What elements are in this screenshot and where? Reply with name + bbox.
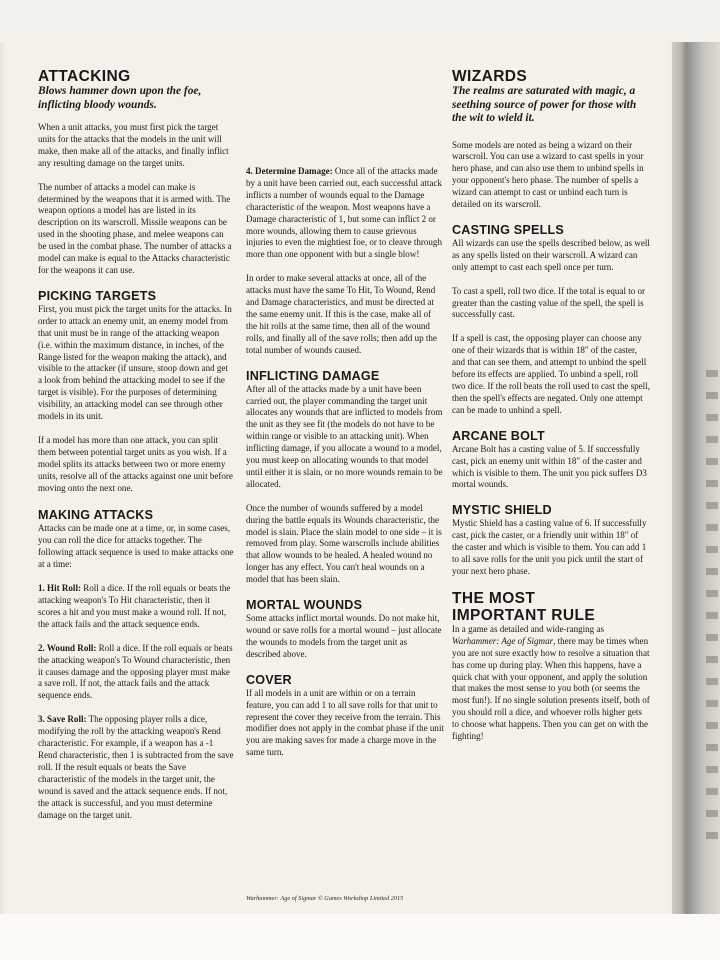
attacking-paragraph-1: When a unit attacks, you must first pick the target units for the attacks that the models in the unit will make, then make all of the attacks, and finally inflict any resulting damage on the target units. — [38, 122, 229, 168]
column-right — [452, 68, 650, 755]
column-left — [38, 68, 234, 833]
most-important-rule-heading-line-1: THE MOST — [452, 589, 536, 607]
casting-spells-heading: CASTING SPELLS — [452, 222, 564, 237]
column-middle — [246, 70, 444, 771]
attacking-subtitle: Blows hammer down upon the foe, inflicting bloody wounds. — [38, 85, 202, 111]
hit-roll-label: 1. Hit Roll: — [38, 583, 81, 594]
wizards-subtitle: The realms are saturated with magic, a seething source of power for those with the wit to wield it. — [452, 85, 637, 124]
picking-targets-paragraph-2: If a model has more than one attack, you can split them between potential target units as you wish. If a model splits its attacks between two or more enemy units, resolve all of the attacks against one unit before moving onto the next one. — [38, 434, 233, 493]
hit-roll-paragraph — [38, 583, 234, 631]
save-roll-text: The opposing player rolls a dice, modifying the roll by the attacking weapon's Rend characteristic. For example, if a weapon has a -1 Rend characteristic, then 1 is subtracted from the save roll. If the result equals or beats the Save characteristic of the models in the target unit, the wound is saved and the attack sequence ends. If not, the attack is successful, and you must determine damage on the target unit. — [38, 714, 234, 820]
hit-roll-text: Roll a dice. If the roll equals or beats the attacking weapon's To Hit characteristic, then it scores a hit and you must make a wound roll. If not, the attack fails and the attack sequence ends. — [38, 583, 231, 629]
casting-spells-paragraph-1: All wizards can use the spells described below, as well as any spells listed on their warscroll. A wizard can only attempt to cast each spell once per turn. — [452, 237, 650, 272]
determine-damage-paragraph — [246, 166, 444, 261]
determine-damage-text: Once all of the attacks made by a unit have been carried out, each successful attack inflicts a number of wounds equal to the Damage characteristic of the weapon. Most weapons have a Damage characteristic of 1, but some can inflict 2 or more wounds, allowing them to cause grievous injuries to even the mightiest foe, or to cleave through more than one opponent with but a single blow! — [246, 166, 442, 260]
multiple-attacks-paragraph: In order to make several attacks at once, all of the attacks must have the same To Hit, To Wound, Rend and Damage characteristics, and must be directed at the same enemy unit. If this is the case, make all of the hit rolls at the same time, then all of the wound rolls, and finally all of the save rolls; then add up the total number of wounds caused. — [246, 273, 437, 355]
wound-roll-text: Roll a dice. If the roll equals or beats the attacking weapon's To Wound characteristic, then it causes damage and the opposing player must make a save roll. If not, the attack fails and the attack sequence ends. — [38, 642, 233, 701]
wizards-heading: WIZARDS — [452, 68, 528, 85]
copyright-footer: Warhammer: Age of Sigmar © Games Workshop Limited 2015 — [246, 895, 404, 902]
mortal-wounds-paragraph: Some attacks inflict mortal wounds. Do not make hit, wound or save rolls for a mortal wound – just allocate the wounds to models from the target unit as described above. — [246, 613, 442, 659]
inflicting-damage-paragraph-2: Once the number of wounds suffered by a model during the battle equals its Wounds characteristic, the model is slain. Place the slain model to one side – it is removed from play. Some warscrolls include abilities that allow wounds to be healed. A healed wound no longer has any effect. You can't heal wounds on a model that has been slain. — [246, 502, 442, 585]
picking-targets-paragraph-1: First, you must pick the target units for the attacks. In order to attack an enemy unit, an enemy model from that unit must be in range of the attacking weapon (i.e. within the maximum distance, in inches, of the Range listed for the weapon making the attack), and visible to the attacker (if unsure, stoop down and get a look from behind the attacking model to see if the target is visible). For the purposes of determining visibility, an attacking model can see through other models in its unit. — [38, 303, 232, 422]
casting-spells-paragraph-3: If a spell is cast, the opposing player can choose any one of their wizards that is within 18" of the caster, and that can see them, and attempt to unbind the spell before its effects are applied. To unbind a spell, roll two dice. If the roll beats the roll used to cast the spell, then the spell's effects are negated. Only one attempt can be made to unbind a spell. — [452, 333, 650, 415]
cover-paragraph: If all models in a unit are within or on a terrain feature, you can add 1 to all save rolls for that unit to represent the cover they receive from the terrain. This modifier does not apply in the combat phase if the unit you are making saves for made a charge move in the same turn. — [246, 687, 444, 758]
mortal-wounds-heading: MORTAL WOUNDS — [246, 598, 363, 613]
mystic-shield-paragraph: Mystic Shield has a casting value of 6. If successfully cast, pick the caster, or a friendly unit within 18" of the caster and which is visible to them. You can add 1 to all save rolls for the unit you pick until the start of your next hero phase. — [452, 518, 647, 576]
wound-roll-paragraph — [38, 643, 234, 703]
mystic-shield-heading: MYSTIC SHIELD — [452, 503, 552, 518]
making-attacks-heading: MAKING ATTACKS — [38, 508, 154, 523]
wizards-paragraph: Some models are noted as being a wizard on their warscroll. You can use a wizard to cast spells in your hero phase, and can also use them to unbind spells in your opponent's hero phase. The number of spells a wizard can attempt to cast or unbind each turn is detailed on its warscroll. — [452, 139, 644, 210]
making-attacks-paragraph-1: Attacks can be made one at a time, or, in some cases, you can roll the dice for attacks together. The following attack sequence is used to make attacks one at a time: — [38, 523, 234, 570]
save-roll-label: 3. Save Roll: — [38, 714, 87, 725]
most-important-rule-text-a: In a game as detailed and wide-ranging as — [452, 623, 604, 634]
most-important-rule-paragraph — [452, 624, 650, 743]
arcane-bolt-heading: ARCANE BOLT — [452, 428, 545, 443]
most-important-rule-heading-line-2: IMPORTANT RULE — [452, 606, 596, 624]
arcane-bolt-paragraph: Arcane Bolt has a casting value of 5. If successfully cast, pick an enemy unit within 18" of the caster and which is visible to them. The unit you pick suffers D3 mortal wounds. — [452, 443, 647, 490]
page-bottom-margin — [0, 914, 720, 960]
attacking-paragraph-2: The number of attacks a model can make is determined by the weapons that it is armed with. The weapon options a model has are listed in its description on its warscroll. Missile weapons can be used in the shooting phase, and melee weapons can be used in the combat phase. The number of attacks a model can make is equal to the Attacks characteristic for the weapons it can use. — [38, 181, 232, 275]
attacking-heading: ATTACKING — [38, 68, 131, 85]
spine-edge-marks — [706, 370, 718, 840]
inflicting-damage-paragraph-1: After all of the attacks made by a unit have been carried out, the player commanding the target unit allocates any wounds that are inflicted to models from the unit as they see fit (the models do not have to be within range or visible to an attacking unit). When inflicting damage, if you allocate a wound to a model, you must keep on allocating wounds to that model until either it is slain, or no more wounds remain to be allocated. — [246, 383, 443, 489]
game-title-emphasis: Warhammer: Age of Sigmar — [452, 635, 554, 646]
most-important-rule-text-b: , there may be times when you are not sure exactly how to resolve a situation that has come up during play. When this happens, have a quick chat with your opponent, and apply the solution that makes the most sense to you both (or seems the most fun!). If no single solution presents itself, both of you should roll a dice, and whoever rolls higher gets to choose what happens. Then you can get on with the fighting! — [452, 635, 650, 742]
picking-targets-heading: PICKING TARGETS — [38, 288, 157, 303]
casting-spells-paragraph-2: To cast a spell, roll two dice. If the total is equal to or greater than the casting value of the spell, the spell is successfully cast. — [452, 285, 646, 320]
inflicting-damage-heading: INFLICTING DAMAGE — [246, 368, 380, 383]
wound-roll-label: 2. Wound Roll: — [38, 642, 97, 653]
save-roll-paragraph — [38, 714, 234, 821]
cover-heading: COVER — [246, 672, 292, 687]
determine-damage-label: 4. Determine Damage: — [246, 166, 333, 176]
